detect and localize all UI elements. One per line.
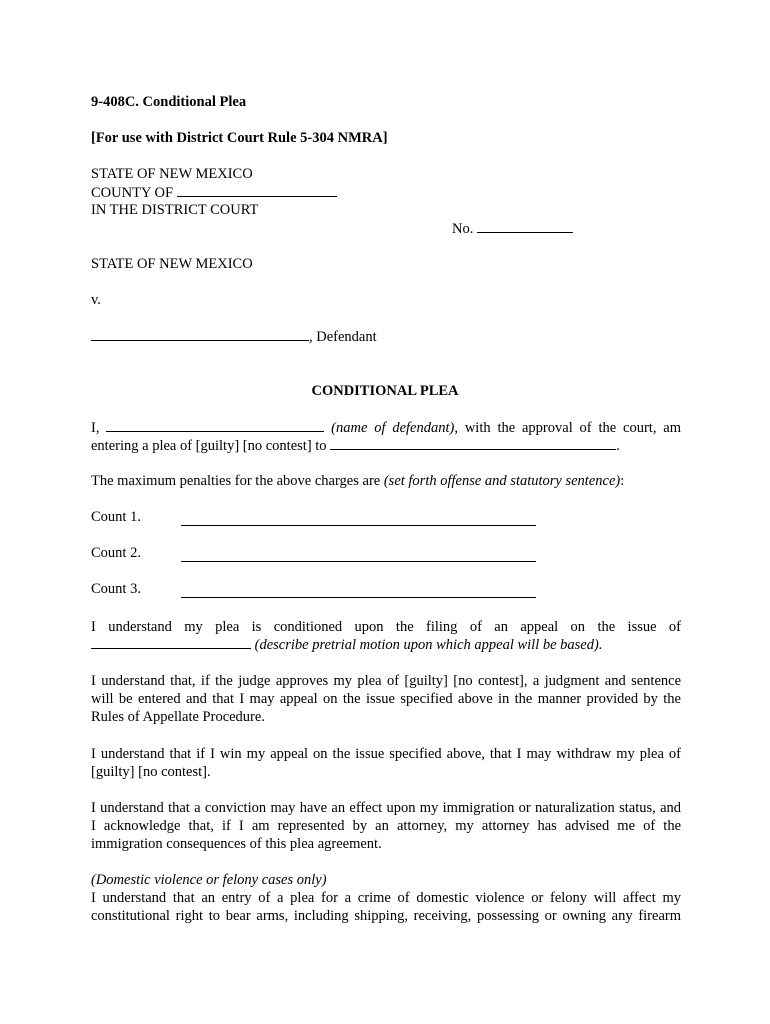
defendant-name-blank[interactable] [91,328,309,341]
paragraph-conditioned-appeal: I understand my plea is conditioned upon the filing of an appeal on the issue of (describe pretrial motion upon which appeal will be based). [91,619,681,653]
plea-entry-line-2: entering a plea of [guilty] [no contest] to . [91,438,620,454]
firearms-note: (Domestic violence or felony cases only) [91,872,327,888]
count-2-label: Count 2. [91,545,141,561]
case-number-blank[interactable] [477,220,573,233]
caption-court: IN THE DISTRICT COURT [91,202,259,218]
appeal-issue-field[interactable] [91,636,251,649]
case-number [452,220,573,238]
defendant-label: , Defendant [309,329,377,345]
caption-state: STATE OF NEW MEXICO [91,166,253,182]
form-subtitle: [For use with District Court Rule 5-304 NMRA] [91,130,388,146]
plaintiff: STATE OF NEW MEXICO [91,256,253,272]
case-number-label: No. [452,221,474,237]
charges-field[interactable] [330,437,616,450]
count-1-field[interactable] [181,525,536,526]
paragraph-penalties: The maximum penalties for the above charges are (set forth offense and statutory sentence): [91,473,625,489]
appeal-issue-line: (describe pretrial motion upon which appeal will be based). [91,636,681,654]
paragraph-withdraw: I understand that if I win my appeal on the issue specified above, that I may withdraw my plea of [guilty] [no contest]. [91,746,681,780]
count-1-label: Count 1. [91,509,141,525]
paragraph-judgment: I understand that, if the judge approves my plea of [guilty] [no contest], a judgment and sentence will be entered and that I may appeal on the issue specified above in the manner provided by the Rules of Appellate Procedure. [91,673,681,725]
versus: v. [91,292,101,308]
count-3-label: Count 3. [91,581,141,597]
county-label: COUNTY OF [91,185,174,201]
defendant-line [91,328,377,346]
paragraph-immigration: I understand that a conviction may have an effect upon my immigration or naturalization status, and I acknowledge that, if I am represented by an attorney, my attorney has advised me of the immigration consequences of this plea agreement. [91,800,681,852]
county-blank[interactable] [177,184,337,197]
caption-county [91,184,337,202]
document-heading: CONDITIONAL PLEA [311,383,459,399]
plea-entry-line-1: I, (name of defendant), with the approval of the court, am [91,420,681,436]
form-number-title: 9-408C. Conditional Plea [91,94,247,110]
count-3-field[interactable] [181,597,536,598]
defendant-name-field[interactable] [106,419,324,432]
paragraph-plea-entry [91,419,681,455]
paragraph-firearms: (Domestic violence or felony cases only) I understand that an entry of a plea for a crime of domestic violence or felony will affect my constitutional right to bear arms, including shipping, receiving, possessing or owning any firearm [91,872,681,924]
count-2-field[interactable] [181,561,536,562]
